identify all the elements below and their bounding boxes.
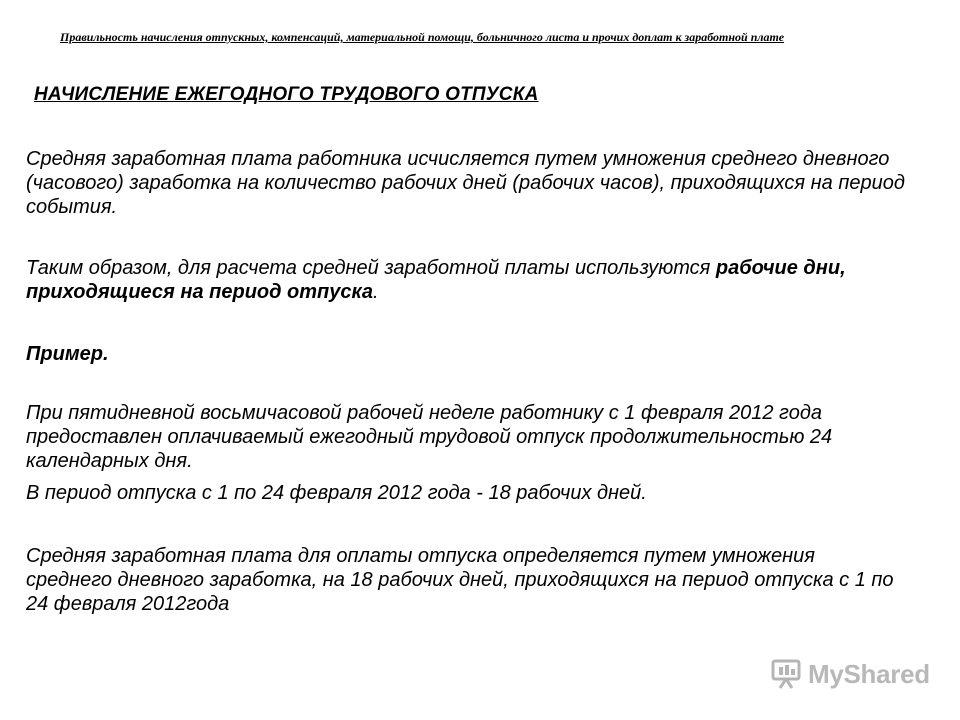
- myshared-watermark: [770, 656, 930, 692]
- paragraph-example-description: При пятидневной восьмичасовой рабочей неделе работнику с 1 февраля 2012 года предоставлен оплачиваемый ежегодный трудовой отпуск продолжительностью 24 календарных дня.: [26, 402, 833, 472]
- watermark-text: MyShared: [808, 658, 930, 689]
- paragraph-conclusion: Средняя заработная плата для оплаты отпуска определяется путем умножения среднего дневного заработка, на 18 рабочих дней, приходящихся на период отпуска с 1 по 24 февраля 2012года: [26, 545, 894, 615]
- example-heading: Пример.: [26, 343, 109, 365]
- paragraph-working-days-suffix: .: [373, 281, 379, 303]
- document-header: Правильность начисления отпускных, компенсаций, материальной помощи, больничного листа и прочих доплат к заработной плате: [60, 30, 785, 44]
- presentation-board-icon: [770, 659, 802, 689]
- page-title: НАЧИСЛЕНИЕ ЕЖЕГОДНОГО ТРУДОВОГО ОТПУСКА: [34, 84, 539, 105]
- paragraph-working-days-prefix: Таким образом, для расчета средней заработной платы используются: [26, 257, 716, 279]
- paragraph-working-days: [26, 256, 906, 304]
- paragraph-example-period: В период отпуска с 1 по 24 февраля 2012 года - 18 рабочих дней.: [26, 482, 647, 504]
- paragraph-working-days-emphasis: рабочие дни, приходящиеся на период отпуска: [26, 257, 846, 303]
- paragraph-average-salary: Средняя заработная плата работника исчисляется путем умножения среднего дневного (часового) заработка на количество рабочих дней (рабочих часов), приходящихся на период события.: [26, 148, 905, 218]
